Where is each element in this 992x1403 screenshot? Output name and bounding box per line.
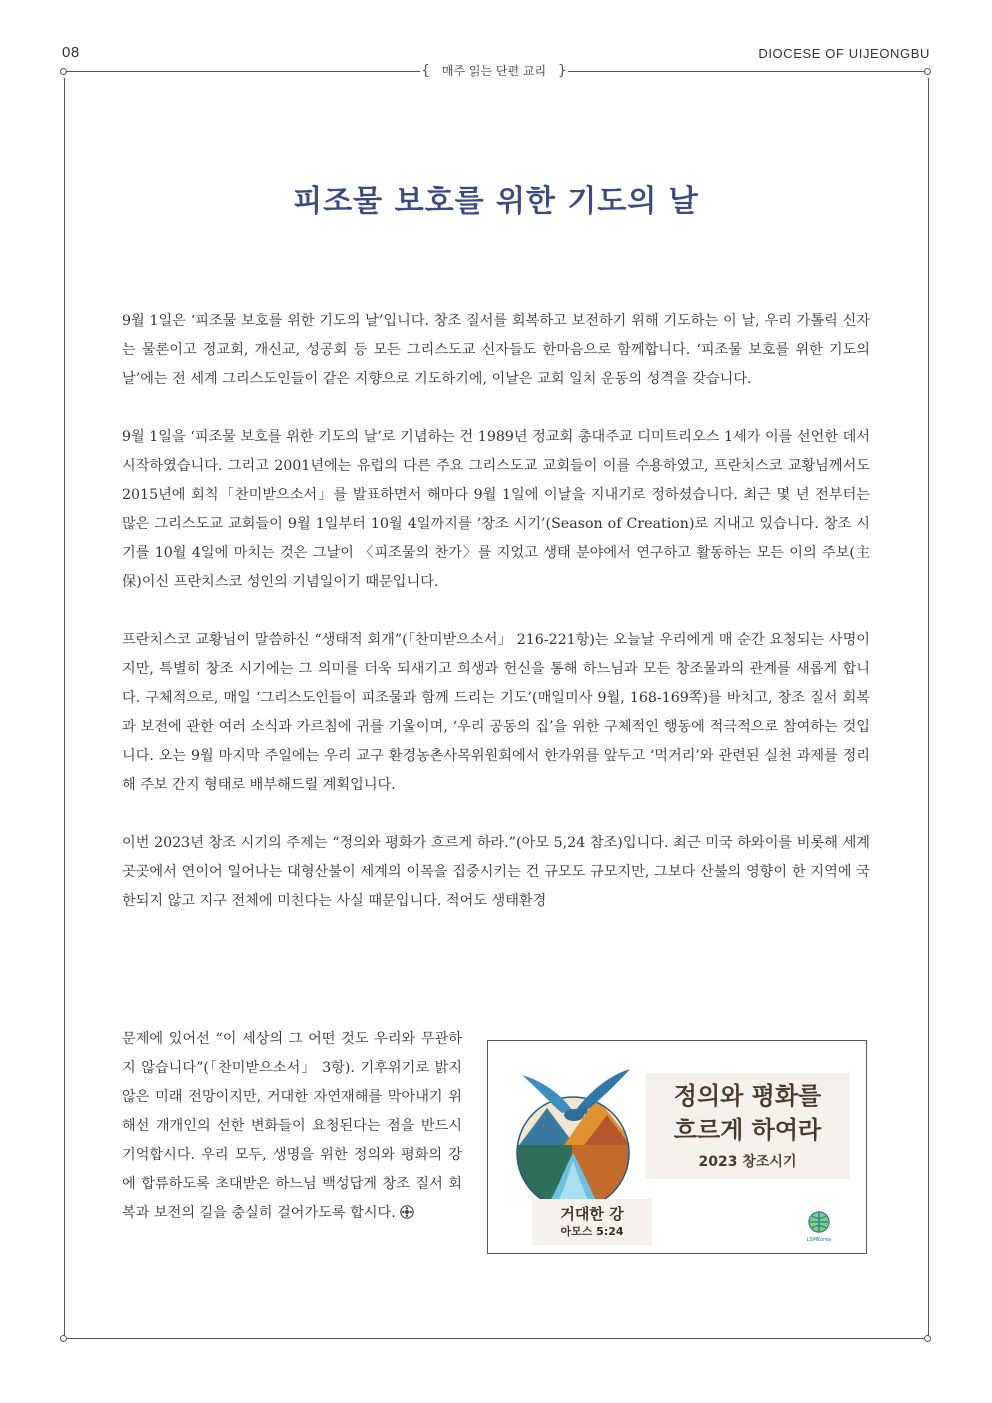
poster-headline-line2: 흐르게 하여라	[673, 1116, 822, 1144]
poster-year-label: 2023 창조시기	[698, 1154, 797, 1170]
brace-right: }	[557, 63, 567, 79]
series-label	[420, 61, 568, 81]
poster-caption-ref: 아모스 5:24	[560, 1225, 624, 1238]
season-of-creation-poster	[487, 1040, 867, 1254]
footer-rule	[64, 1338, 928, 1339]
paragraph-3: 프란치스코 교황님이 말씀하신 “생태적 회개”(「찬미받으소서」 216-221항)는 오늘날 우리에게 매 순간 요청되는 사명이지만, 특별히 창조 시기에는 그 의미를 더욱 되새기고 희생과 헌신을 통해 하느님과 모든 창조물과의 관계를 새롭게 합니다. 구체적으로, 매일 ‘그리스도인들이 피조물과 함께 드리는 기도’(매일미사 9월, 168-169쪽)를 바치고, 창조 질서 회복과 보전에 관한 여러 소식과 가르침에 귀를 기울이며, ‘우리 공동의 집’을 위한 구체적인 행동에 적극적으로 참여하는 것입니다. 오는 9월 마지막 주일에는 우리 교구 환경농촌사목위원회에서 한가위를 앞두고 ‘먹거리’와 관련된 실천 과제를 정리해 주보 간지 형태로 배부해드릴 계획입니다.	[122, 632, 870, 793]
poster-caption-title: 거대한 강	[560, 1205, 624, 1223]
paragraph-4: 이번 2023년 창조 시기의 주제는 “정의와 평화가 흐르게 하라.”(아모 5,24 참조)입니다. 최근 미국 하와이를 비롯해 세계 곳곳에서 연이어 일어나는 대형산불이 세계의 이목을 집중시키는 건 규모도 규모지만, 그보다 산불의 영향이 한 지역에 국한되지 않고 지구 전체에 미친다는 사실 때문입니다. 적어도 생태환경	[122, 835, 870, 909]
logo-text: LSMKorea	[806, 1237, 832, 1243]
page-number: 08	[62, 44, 80, 61]
poster-headline-line1: 정의와 평화를	[673, 1082, 822, 1110]
poster-caption	[532, 1199, 652, 1245]
river-landscape-illustration	[502, 1053, 644, 1211]
brace-left: {	[421, 63, 431, 79]
series-text: 매주 읽는 단편 교리	[441, 64, 547, 78]
paragraph-4-continued-text: 문제에 있어선 “이 세상의 그 어떤 것도 우리와 무관하지 않습니다”(「찬미받으소서」 3항). 기후위기로 밝지 않은 미래 전망이지만, 거대한 자연재해를 막아내기 위해선 개개인의 선한 변화들이 요청된다는 점을 반드시 기억합시다. 우리 모두, 생명을 위한 정의와 평화의 강에 합류하도록 초대받은 하느님 백성답게 창조 질서 회복과 보전의 길을 충실히 걸어가도록 합시다.	[122, 1031, 462, 1221]
right-border	[928, 78, 929, 1336]
corner-dot-top-left	[60, 68, 67, 75]
corner-dot-bottom-right	[924, 1335, 931, 1342]
poster-headline	[645, 1073, 850, 1179]
article-title: 피조물 보호를 위한 기도의 날	[293, 184, 699, 219]
corner-dot-top-right	[924, 68, 931, 75]
paragraph-2: 9월 1일을 ‘피조물 보호를 위한 기도의 날’로 기념하는 건 1989년 정교회 총대주교 디미트리오스 1세가 이를 선언한 데서 시작하였습니다. 그리고 2001년에는 유럽의 다른 주요 그리스도교 교회들이 이를 수용하였고, 프란치스코 교황님께서도 2015년에 회칙「찬미받으소서」를 발표하면서 해마다 9월 1일에 이날을 지내기로 정하셨습니다. 최근 몇 년 전부터는 많은 그리스도교 교회들이 9월 1일부터 10월 4일까지를 ‘창조 시기’(Season of Creation)로 지내고 있습니다. 창조 시기를 10월 4일에 마치는 것은 그날이 〈피조물의 찬가〉를 지었고 생태 분야에서 연구하고 활동하는 모든 이의 주보(主保)이신 프란치스코 성인의 기념일이기 때문입니다.	[122, 429, 870, 590]
poster-logo	[804, 1211, 834, 1243]
diocese-label: DIOCESE OF UIJEONGBU	[758, 46, 930, 61]
end-mark-icon	[400, 1205, 414, 1219]
paragraph-1: 9월 1일은 ‘피조물 보호를 위한 기도의 날’입니다. 창조 질서를 회복하고 보전하기 위해 기도하는 이 날, 우리 가톨릭 신자는 물론이고 정교회, 개신교, 성공회 등 모든 그리스도교 신자들도 한마음으로 함께합니다. ‘피조물 보호를 위한 기도의 날’에는 전 세계 그리스도인들이 같은 지향으로 기도하기에, 이날은 교회 일치 운동의 성격을 갖습니다.	[122, 313, 870, 387]
corner-dot-bottom-left	[60, 1335, 67, 1342]
article-body	[122, 307, 870, 916]
left-border	[64, 78, 65, 1336]
paragraph-4-continued	[122, 1025, 462, 1228]
globe-logo-icon	[808, 1211, 830, 1233]
